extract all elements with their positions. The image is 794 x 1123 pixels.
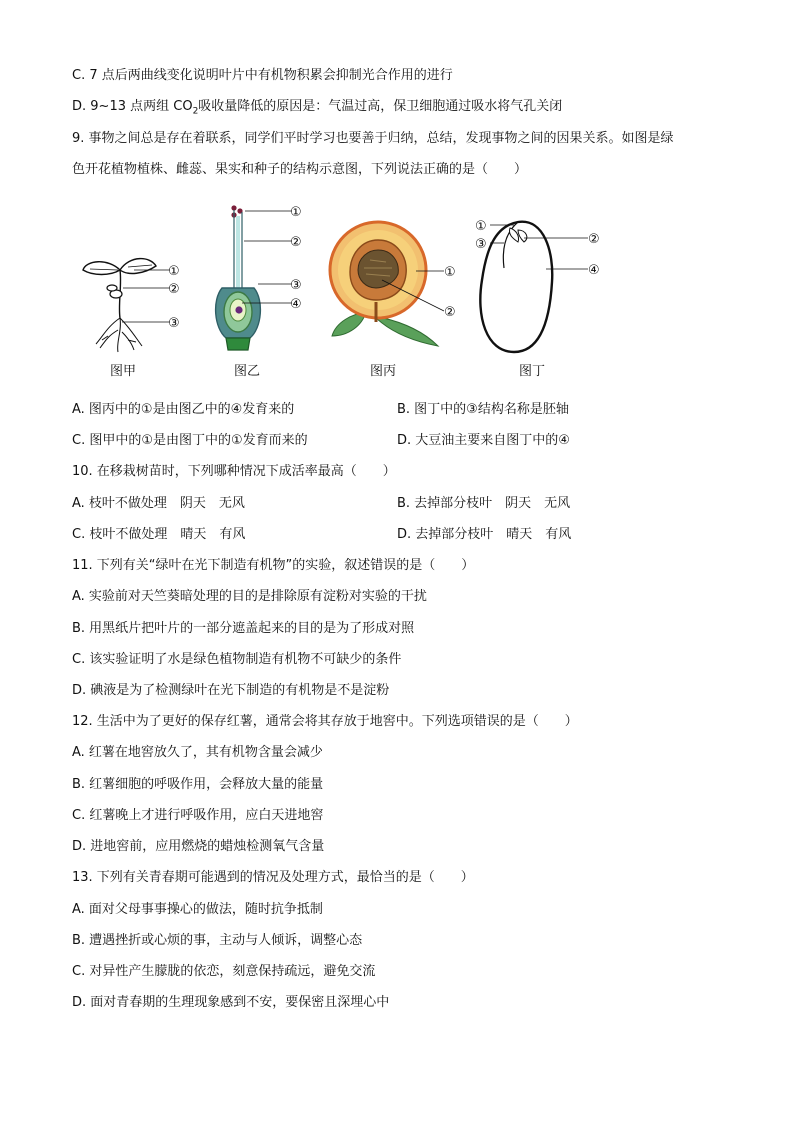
option-12b: B. 红薯细胞的呼吸作用，会释放大量的能量	[72, 777, 324, 792]
option-13d: D. 面对青春期的生理现象感到不安，要保密且深埋心中	[72, 995, 390, 1010]
label-ding-1: ①	[475, 219, 487, 234]
label-ding-3: ③	[475, 237, 487, 252]
option-9a: A. 图丙中的①是由图乙中的④发育来的	[72, 402, 295, 417]
label-yi-3: ③	[290, 278, 302, 293]
caption-ding: 图丁	[519, 364, 546, 379]
option-12d: D. 进地窖前，应用燃烧的蜡烛检测氧气含量	[72, 839, 325, 854]
option-13b: B. 遭遇挫折或心烦的事，主动与人倾诉，调整心态	[72, 933, 363, 948]
label-jia-1: ①	[168, 264, 180, 279]
label-ding-4: ④	[588, 263, 600, 278]
label-jia-2: ②	[168, 282, 180, 297]
option-8c: C. 7 点后两曲线变化说明叶片中有机物积累会抑制光合作用的进行	[72, 68, 453, 83]
label-yi-2: ②	[290, 235, 302, 250]
question-9-line2: 色开花植物植株、雌蕊、果实和种子的结构示意图，下列说法正确的是（ ）	[72, 162, 528, 177]
figure-yi	[212, 200, 322, 360]
option-10b: B. 去掉部分枝叶 阴天 无风	[397, 496, 571, 511]
option-13a: A. 面对父母事事操心的做法，随时抗争抵制	[72, 902, 323, 917]
label-bing-2: ②	[444, 305, 456, 320]
option-13c: C. 对异性产生朦胧的依恋，刻意保持疏远，避免交流	[72, 964, 376, 979]
label-bing-1: ①	[444, 265, 456, 280]
label-ding-2: ②	[588, 232, 600, 247]
question-13: 13. 下列有关青春期可能遇到的情况及处理方式，最恰当的是（ ）	[72, 870, 474, 885]
question-10: 10. 在移栽树苗时，下列哪种情况下成活率最高（ ）	[72, 464, 396, 479]
option-9b: B. 图丁中的③结构名称是胚轴	[397, 402, 569, 417]
label-jia-3: ③	[168, 316, 180, 331]
option-12c: C. 红薯晚上才进行呼吸作用，应白天进地窖	[72, 808, 324, 823]
label-yi-1: ①	[290, 205, 302, 220]
figure-jia	[78, 250, 198, 372]
option-10c: C. 枝叶不做处理 晴天 有风	[72, 527, 246, 542]
option-11a: A. 实验前对天竺葵暗处理的目的是排除原有淀粉对实验的干扰	[72, 589, 427, 604]
option-8d: D. 9~13 点两组 $CO_2$吸收量降低的原因是：气温过高，保卫细胞通过吸水将气孔关闭	[72, 99, 563, 117]
figure-ding	[474, 212, 614, 360]
option-10d: D. 去掉部分枝叶 晴天 有风	[397, 527, 572, 542]
option-11d: D. 碘液是为了检测绿叶在光下制造的有机物是不是淀粉	[72, 683, 390, 698]
caption-jia: 图甲	[110, 364, 137, 379]
question-12: 12. 生活中为了更好的保存红薯，通常会将其存放于地窖中。下列选项错误的是（ ）	[72, 714, 578, 729]
question-9-line1: 9. 事物之间总是存在着联系，同学们平时学习也要善于归纳，总结，发现事物之间的因果关系。如图是绿	[72, 131, 674, 146]
option-10a: A. 枝叶不做处理 阴天 无风	[72, 496, 245, 511]
caption-bing: 图丙	[370, 364, 397, 379]
option-12a: A. 红薯在地窖放久了，其有机物含量会减少	[72, 745, 323, 760]
option-9d: D. 大豆油主要来自图丁中的④	[397, 433, 570, 448]
question-11: 11. 下列有关“绿叶在光下制造有机物”的实验，叙述错误的是（ ）	[72, 558, 475, 573]
option-11c: C. 该实验证明了水是绿色植物制造有机物不可缺少的条件	[72, 652, 402, 667]
option-11b: B. 用黑纸片把叶片的一部分遮盖起来的目的是为了形成对照	[72, 621, 415, 636]
caption-yi: 图乙	[234, 364, 261, 379]
option-9c: C. 图甲中的①是由图丁中的①发育而来的	[72, 433, 308, 448]
figure-bing	[326, 218, 466, 353]
label-yi-4: ④	[290, 297, 302, 312]
